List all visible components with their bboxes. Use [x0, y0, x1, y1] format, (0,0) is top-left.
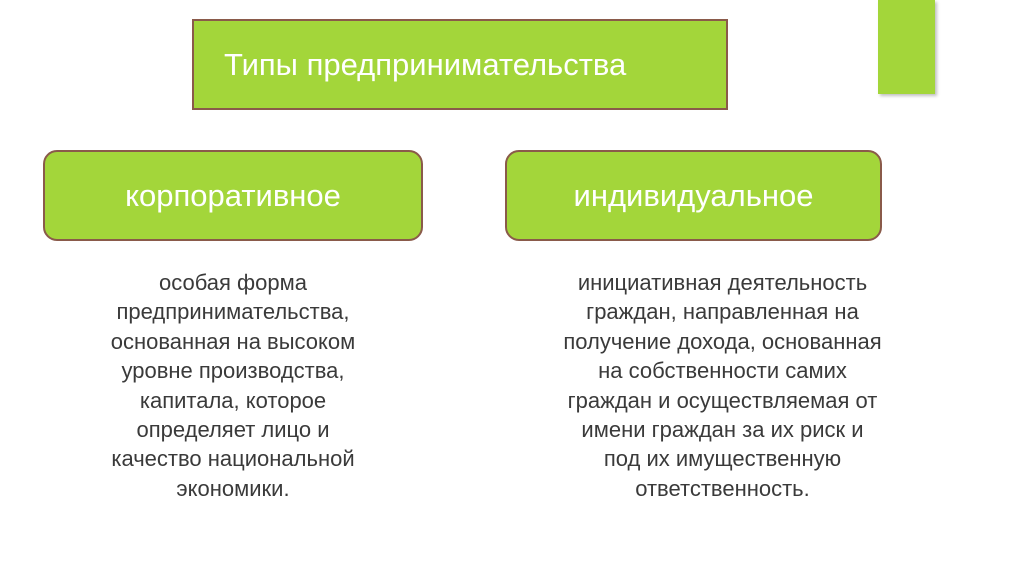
- description-individual: инициативная деятельность граждан, направленная на получение дохода, основанная на собственности самих граждан и осуществляемая от имени граждан за их риск и под их имущественную ответственность.: [563, 270, 882, 501]
- type-label-corporate: корпоративное: [125, 177, 341, 213]
- description-corporate: особая форма предпринимательства, основанная на высоком уровне производства, капитала, которое определяет лицо и качество национальной экономики.: [110, 270, 356, 501]
- type-label-individual: индивидуальное: [573, 177, 814, 213]
- type-box-individual: [505, 150, 882, 241]
- type-box-corporate: [43, 150, 423, 241]
- diagram-title: Типы предпринимательства: [224, 46, 627, 82]
- title-box: [192, 19, 728, 110]
- accent-bar-decoration: [878, 0, 935, 94]
